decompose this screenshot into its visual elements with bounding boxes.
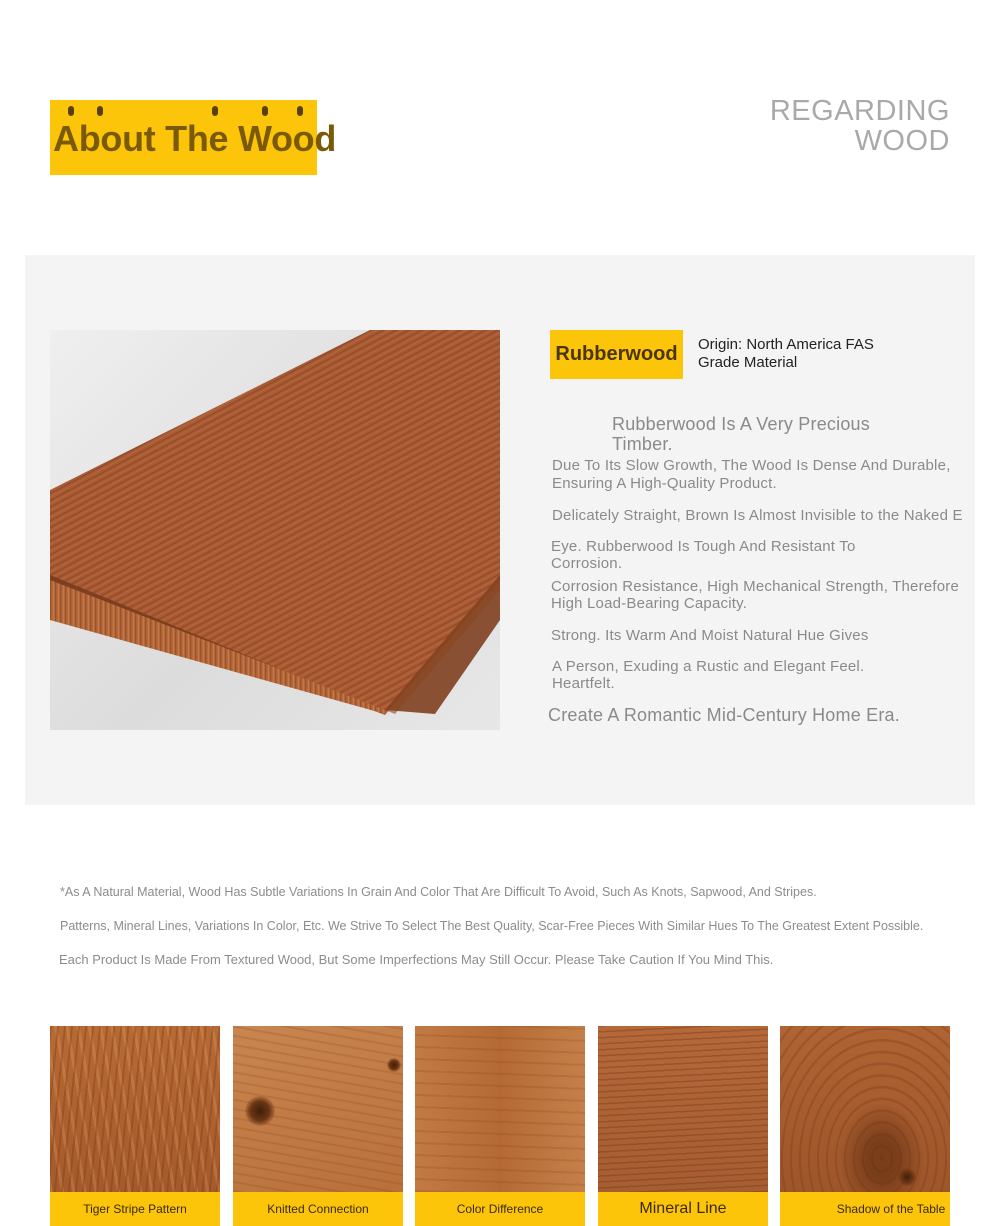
description-line: Ensuring A High-Quality Product. xyxy=(552,475,777,492)
origin-info xyxy=(698,336,918,372)
description-line: Corrosion. xyxy=(551,555,623,572)
description-line: A Person, Exuding a Rustic and Elegant Feel. xyxy=(552,658,865,675)
description-line: Corrosion Resistance, High Mechanical Strength, Therefore xyxy=(551,578,959,595)
color-difference-texture xyxy=(415,1026,585,1192)
disclaimer-line: Each Product Is Made From Textured Wood, But Some Imperfections May Still Occur. Please Take Caution If You Mind This. xyxy=(59,952,774,967)
description-line: Heartfelt. xyxy=(552,675,615,692)
description-line: Due To Its Slow Growth, The Wood Is Dense And Durable, xyxy=(552,457,951,474)
origin-line: Origin: North America FAS xyxy=(698,336,874,353)
disclaimer-line: Patterns, Mineral Lines, Variations In Color, Etc. We Strive To Select The Best Quality, Scar-Free Pieces With Similar Hues To The Greatest Extent Possible. xyxy=(60,919,924,933)
swatch-label: Knitted Connection xyxy=(233,1192,403,1226)
description-line: Rubberwood Is A Very Precious xyxy=(612,414,870,434)
decor-dot xyxy=(68,106,74,116)
swatch-tiger-stripe xyxy=(50,1026,220,1226)
swatch-label: Tiger Stripe Pattern xyxy=(50,1192,220,1226)
swatch-label: Shadow of the Table xyxy=(780,1192,950,1226)
wood-line: WOOD xyxy=(854,125,950,157)
regarding-line: REGARDING xyxy=(769,95,950,127)
knot-mark xyxy=(387,1058,401,1072)
swatch-label: Mineral Line xyxy=(598,1192,768,1226)
wood-type-badge: Rubberwood xyxy=(550,330,683,379)
description-line: Timber. xyxy=(612,434,673,454)
tiger-stripe-texture xyxy=(50,1026,220,1192)
swatch-color-difference xyxy=(415,1026,585,1226)
description-line: Delicately Straight, Brown Is Almost Invisible to the Naked E xyxy=(552,507,963,524)
swatch-knitted-connection xyxy=(233,1026,403,1226)
disclaimer-line: *As A Natural Material, Wood Has Subtle Variations In Grain And Color That Are Difficult To Avoid, Such As Knots, Sapwood, And Stripes. xyxy=(60,885,817,899)
rubberwood-board-image xyxy=(50,330,500,730)
knot-mark xyxy=(898,1168,916,1186)
section-heading-regarding-wood xyxy=(770,96,950,156)
shadow-of-table-texture xyxy=(780,1026,950,1192)
decor-dot xyxy=(212,106,218,116)
description-line: Eye. Rubberwood Is Tough And Resistant To xyxy=(551,538,856,555)
grade-line: Grade Material xyxy=(698,354,798,371)
decor-dot xyxy=(97,106,103,116)
mineral-line-texture xyxy=(598,1026,768,1192)
description-line: Create A Romantic Mid-Century Home Era. xyxy=(548,705,900,725)
swatch-shadow-of-table xyxy=(780,1026,950,1226)
decor-dot xyxy=(262,106,268,116)
swatch-mineral-line xyxy=(598,1026,768,1226)
description-line: High Load-Bearing Capacity. xyxy=(551,595,748,612)
knot-mark xyxy=(245,1096,275,1126)
wood-board-illustration xyxy=(50,330,500,730)
description-line: Strong. Its Warm And Moist Natural Hue Gives xyxy=(551,627,869,644)
decor-dot xyxy=(297,106,303,116)
page-title: About The Wood xyxy=(53,118,337,159)
swatch-label: Color Difference xyxy=(415,1192,585,1226)
